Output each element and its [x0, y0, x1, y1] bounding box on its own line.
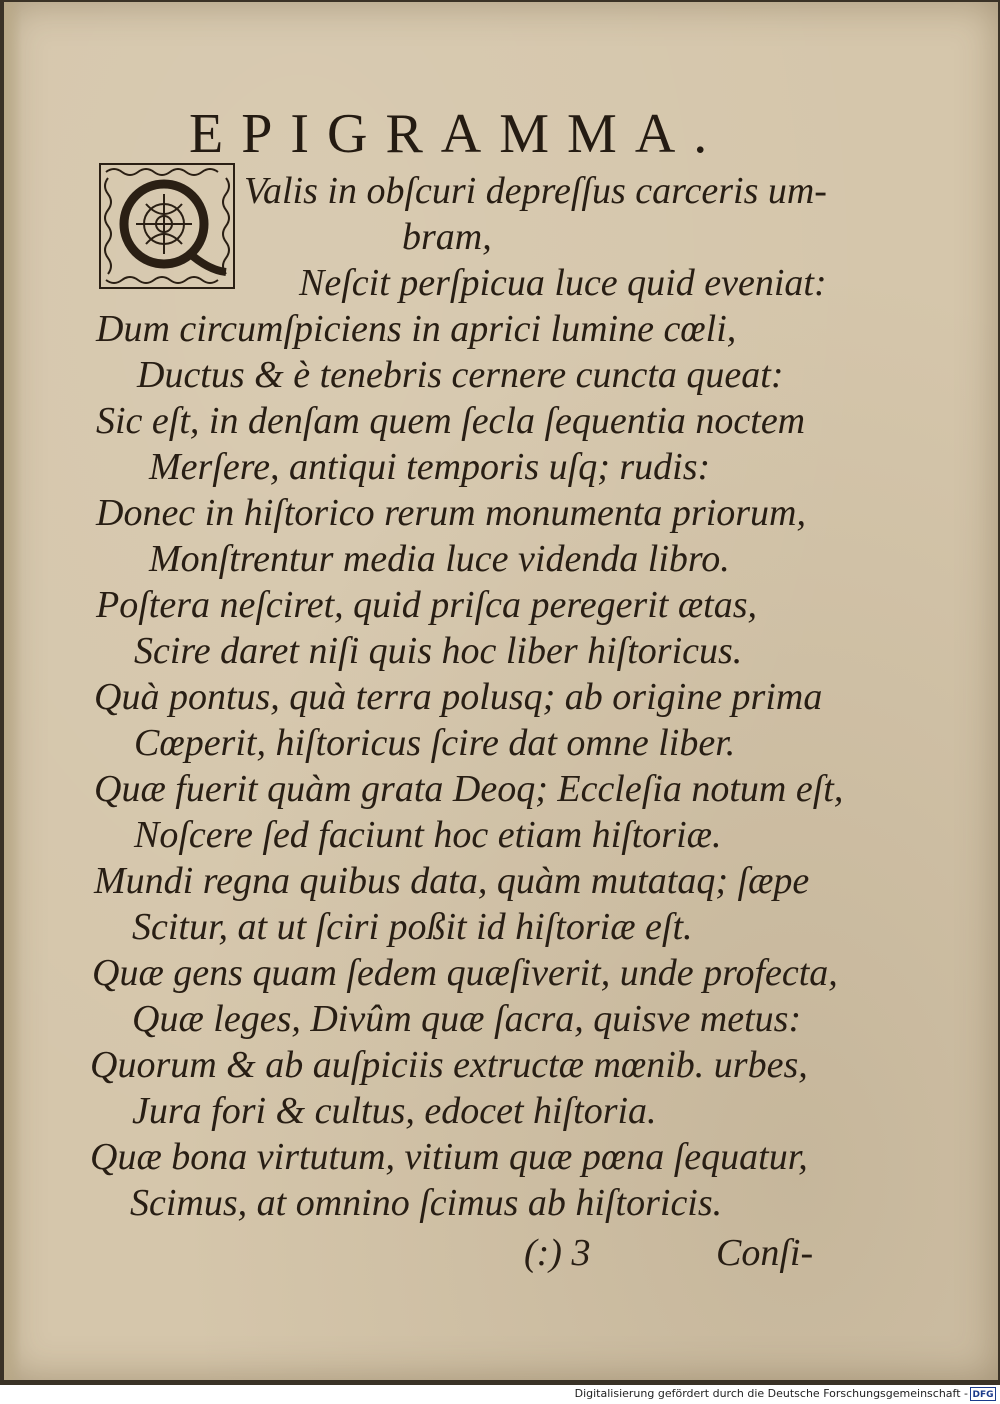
verse-line-21: Quæ bona virtutum, vitium quæ pœna ſequatur,: [90, 1136, 808, 1178]
decorated-initial-q: [96, 160, 238, 292]
page-gutter-shadow: [4, 2, 22, 1380]
catchword: Conſi-: [716, 1232, 814, 1274]
verse-line-2: Neſcit perſpicua luce quid eveniat:: [299, 262, 827, 304]
verse-line-11: Quà pontus, quà terra polusq; ab origine prima: [94, 676, 823, 718]
verse-line-13: Quæ fuerit quàm grata Deoq; Eccleſia notum eſt,: [94, 768, 844, 810]
page-heading: EPIGRAMMA.: [189, 103, 726, 165]
verse-line-1: Valis in obſcuri depreſſus carceris um-: [244, 170, 827, 212]
verse-line-20: Jura fori & cultus, edocet hiſtoria.: [132, 1090, 657, 1132]
verse-line-9: Poſtera neſciret, quid priſca peregerit ætas,: [96, 584, 758, 626]
verse-line-8: Monſtrentur media luce videnda libro.: [149, 538, 730, 580]
verse-line-22: Scimus, at omnino ſcimus ab hiſtoricis.: [130, 1182, 723, 1224]
verse-line-19: Quorum & ab auſpiciis extructæ mœnib. urbes,: [90, 1044, 808, 1086]
signature-mark: (:) 3: [524, 1232, 591, 1274]
verse-line-7: Donec in hiſtorico rerum monumenta priorum,: [96, 492, 806, 534]
verse-line-4: Ductus & è tenebris cernere cuncta queat:: [137, 354, 784, 396]
verse-line-3: Dum circumſpiciens in aprici lumine cœli,: [96, 308, 737, 350]
verse-line-6: Merſere, antiqui temporis uſq; rudis:: [149, 446, 711, 488]
verse-line-15: Mundi regna quibus data, quàm mutataq; ſæpe: [94, 860, 810, 902]
footer-bar: [0, 1385, 1000, 1404]
dfg-logo: DFG: [970, 1387, 996, 1401]
verse-line-17: Quæ gens quam ſedem quæſiverit, unde profecta,: [92, 952, 838, 994]
verse-line-1-continued: bram,: [402, 216, 492, 258]
verse-line-18: Quæ leges, Divûm quæ ſacra, quisve metus:: [132, 998, 802, 1040]
verse-line-5: Sic eſt, in denſam quem ſecla ſequentia noctem: [96, 400, 806, 442]
verse-line-12: Cœperit, hiſtoricus ſcire dat omne liber.: [134, 722, 736, 764]
verse-line-14: Noſcere ſed faciunt hoc etiam hiſtoriæ.: [134, 814, 722, 856]
verse-line-10: Scire daret niſi quis hoc liber hiſtoricus.: [134, 630, 743, 672]
book-page: [4, 2, 998, 1380]
funding-credit: Digitalisierung gefördert durch die Deutsche Forschungsgemeinschaft -: [574, 1387, 968, 1400]
verse-line-16: Scitur, at ut ſciri poßit id hiſtoriæ eſt.: [132, 906, 693, 948]
